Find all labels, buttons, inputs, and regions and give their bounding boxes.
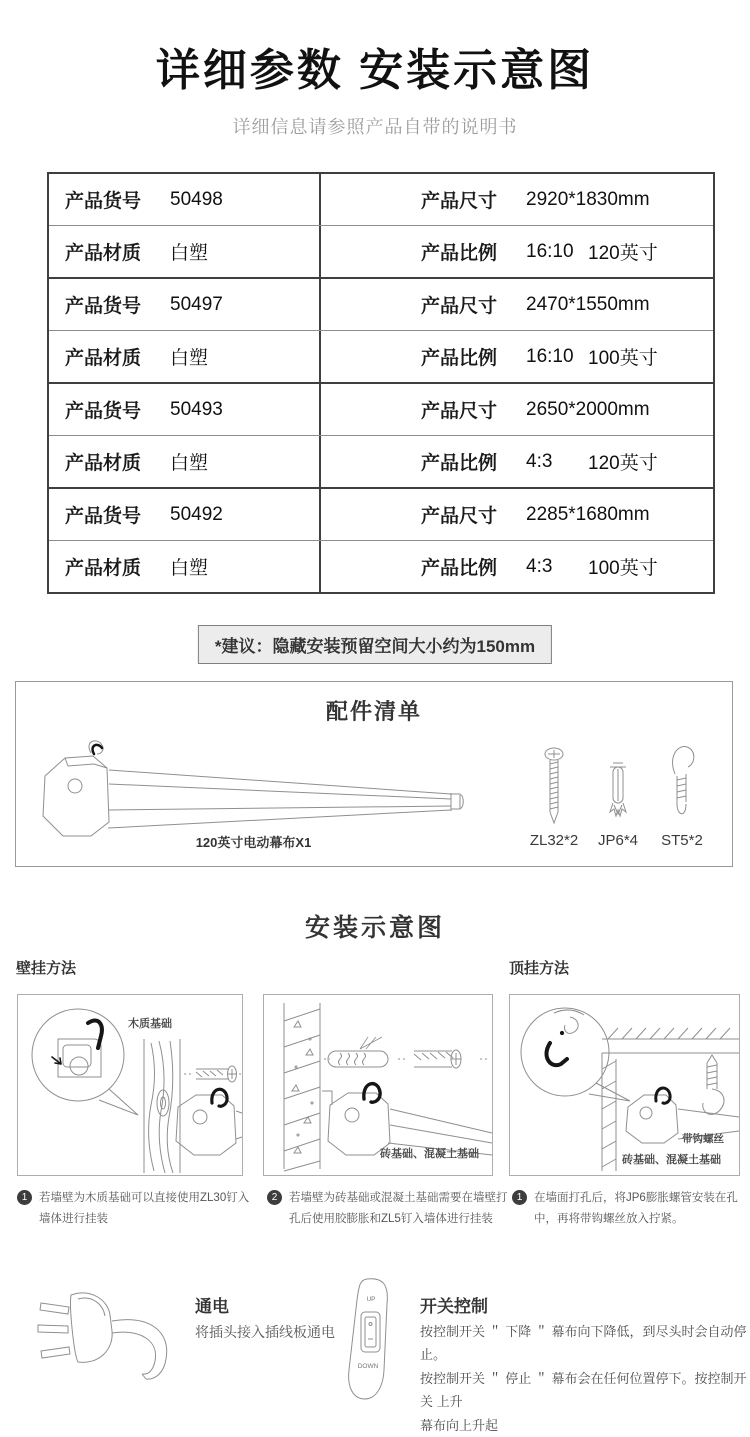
control-switch-icon	[341, 1276, 405, 1402]
wall-type-label: 砖基础、混凝土基础	[380, 1148, 479, 1160]
row-value: 2650*2000mm	[526, 398, 650, 420]
hook-screw-icon	[666, 742, 698, 826]
table-row	[49, 487, 713, 540]
row-label: 产品货号	[65, 191, 142, 212]
row-value: 50493	[170, 398, 223, 420]
row-value-extra: 120英寸	[588, 243, 658, 264]
row-value: 2285*1680mm	[526, 503, 650, 525]
row-label: 产品尺寸	[421, 191, 498, 212]
switch-control-line: 幕布向上升起	[420, 1417, 499, 1433]
switch-up-label: UP	[366, 1296, 376, 1303]
row-label: 产品比例	[421, 348, 498, 369]
electric-screen-drawing	[31, 740, 476, 840]
page-title: 详细参数 安装示意图	[155, 46, 595, 95]
row-label: 产品尺寸	[421, 506, 498, 527]
hook-screw-label: 带钩螺丝	[682, 1133, 724, 1145]
row-value: 50497	[170, 293, 223, 315]
row-value-extra: 100英寸	[588, 558, 658, 579]
wall-anchor-icon	[606, 760, 630, 826]
row-value: 白塑	[170, 348, 209, 369]
switch-control-title: 开关控制	[420, 1297, 488, 1316]
row-label: 产品材质	[65, 243, 142, 264]
diagram-ceiling	[509, 994, 740, 1176]
row-label: 产品比例	[421, 453, 498, 474]
hardware-item	[586, 760, 650, 849]
table-row	[49, 382, 713, 435]
row-value: 4:3	[526, 450, 553, 472]
power-on-desc: 将插头接入插线板通电	[195, 1324, 335, 1340]
spec-table	[47, 172, 715, 594]
row-value: 16:10	[526, 345, 574, 367]
row-value: 白塑	[170, 558, 209, 579]
installation-title: 安装示意图	[304, 914, 445, 942]
switch-down-label: DOWN	[357, 1363, 379, 1370]
page-subtitle: 详细信息请参照产品自带的说明书	[232, 117, 518, 137]
row-label: 产品比例	[421, 243, 498, 264]
screen-item-label: 120英寸电动幕布X1	[195, 835, 312, 850]
row-value-extra: 120英寸	[588, 453, 658, 474]
step-text: 若墙壁为木质基础可以直接使用ZL30钉入墙体进行挂装	[39, 1192, 250, 1226]
switch-control-line: 按控制开关 ＂ 停止 ＂ 幕布会在任何位置停下。按控制开关 上升	[420, 1370, 747, 1410]
wall-method-label: 壁挂方法	[16, 960, 77, 977]
row-label: 产品尺寸	[421, 296, 498, 317]
power-on-title: 通电	[195, 1297, 229, 1316]
step-caption	[17, 1188, 253, 1231]
table-row	[49, 277, 713, 330]
table-row	[49, 330, 713, 382]
screw-icon	[541, 746, 567, 826]
row-value: 白塑	[170, 243, 209, 264]
row-label: 产品材质	[65, 348, 142, 369]
row-label: 产品材质	[65, 453, 142, 474]
accessories-panel	[15, 681, 733, 867]
hardware-item	[522, 746, 586, 849]
suggestion-note: *建议：隐藏安装预留空间大小约为150mm	[198, 625, 552, 664]
row-label: 产品货号	[65, 296, 142, 317]
step-text: 若墙壁为砖基础或混凝土基础需要在墙壁打孔后使用胶膨胀和ZL5钉入墙体进行挂装	[289, 1192, 508, 1226]
hardware-label: ZL32*2	[529, 832, 579, 849]
power-plug-icon	[33, 1283, 173, 1383]
step-caption	[512, 1188, 748, 1231]
ceiling-method-label: 顶挂方法	[509, 960, 570, 977]
row-label: 产品材质	[65, 558, 142, 579]
step-text: 在墙面打孔后，将JP6膨胀螺管安装在孔中，再将带钩螺丝放入拧紧。	[534, 1192, 738, 1226]
hardware-item	[650, 742, 714, 849]
row-value: 4:3	[526, 555, 553, 577]
hardware-label: JP6*4	[597, 832, 639, 849]
wall-type-label: 木质基础	[128, 1018, 172, 1030]
step-badge: 2	[267, 1190, 282, 1205]
row-label: 产品货号	[65, 401, 142, 422]
switch-control-line: 按控制开关 ＂ 下降 ＂ 幕布向下降低，到尽头时会自动停止。	[420, 1324, 747, 1363]
row-value: 50498	[170, 188, 223, 210]
diagram-wall-concrete	[263, 994, 493, 1176]
table-row	[49, 435, 713, 487]
switch-control-text	[420, 1320, 750, 1437]
row-label: 产品比例	[421, 558, 498, 579]
row-value-extra: 100英寸	[588, 348, 658, 369]
wall-type-label: 砖基础、混凝土基础	[622, 1154, 721, 1166]
row-label: 产品尺寸	[421, 401, 498, 422]
row-value: 白塑	[170, 453, 209, 474]
diagram-wall-wood	[17, 994, 243, 1176]
step-caption	[267, 1188, 511, 1231]
table-row	[49, 174, 713, 225]
table-row	[49, 540, 713, 592]
row-label: 产品货号	[65, 506, 142, 527]
hardware-list	[522, 742, 714, 849]
hardware-label: ST5*2	[661, 832, 703, 849]
row-value: 2920*1830mm	[526, 188, 650, 210]
row-value: 50492	[170, 503, 223, 525]
row-value: 2470*1550mm	[526, 293, 650, 315]
row-value: 16:10	[526, 240, 574, 262]
accessories-title: 配件清单	[325, 699, 422, 724]
table-row	[49, 225, 713, 277]
step-badge: 1	[512, 1190, 527, 1205]
step-badge: 1	[17, 1190, 32, 1205]
